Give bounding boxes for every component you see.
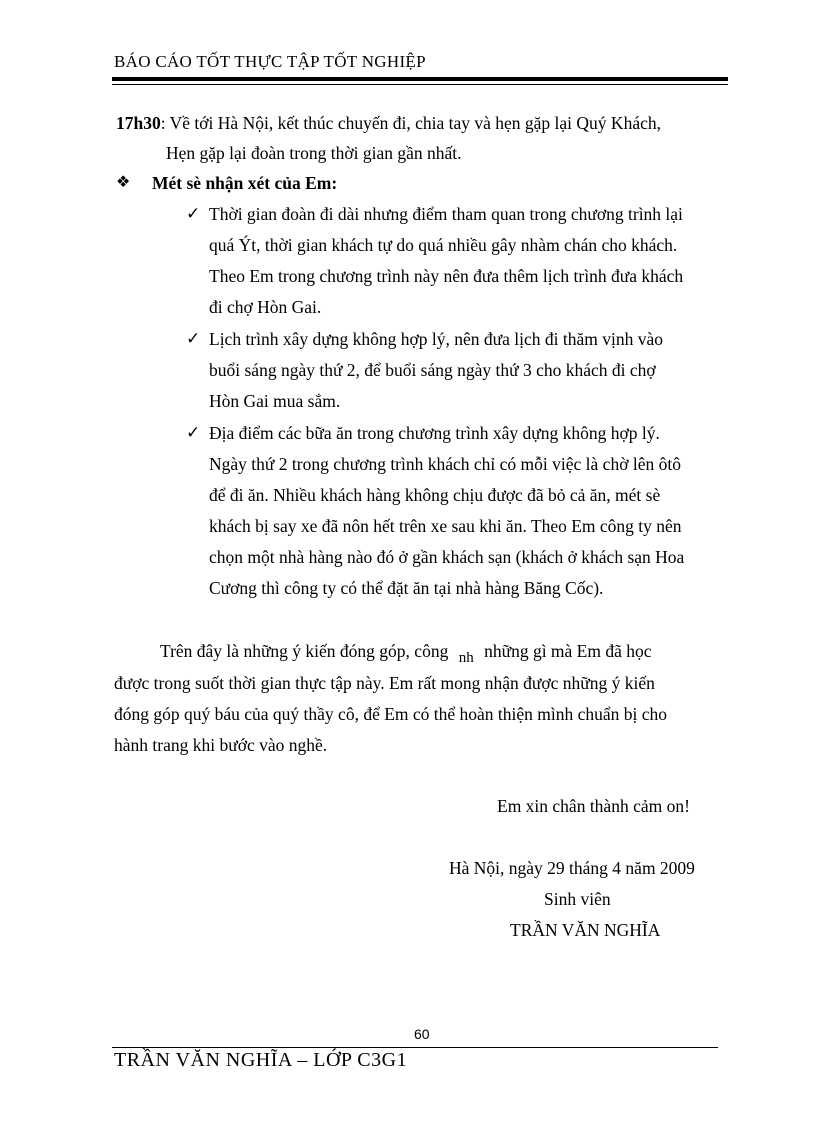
footer-rule: [112, 1047, 718, 1048]
comment-1-line-2: quá Ýt, thời gian khách tự do quá nhiều gây nhàm chán cho khách.: [209, 235, 678, 255]
comment-1-line-1: Thời gian đoàn đi dài nhưng điểm tham quan trong chương trình lại: [209, 204, 683, 224]
intro-text: : Về tới Hà Nội, kết thúc chuyến đi, chia tay và hẹn gặp lại Quý Khách,: [160, 113, 661, 133]
closing-line-2: được trong suốt thời gian thực tập này. Em rất mong nhận được những ý kiến: [114, 673, 655, 693]
intro-time: 17h30: [116, 113, 161, 133]
comment-3-line-1: Địa điểm các bữa ăn trong chương trình xây dựng không hợp lý.: [209, 423, 660, 443]
diamond-bullet-icon: ❖: [116, 172, 131, 191]
comment-3-line-3: để đi ăn. Nhiều khách hàng không chịu được đã bỏ cả ăn, mét sè: [209, 485, 661, 505]
intro-line-1: [116, 112, 661, 134]
checkmark-icon: ✓: [186, 329, 201, 349]
page-header: BÁO CÁO TỐT THỰC TẬP TỐT NGHIỆP: [114, 52, 426, 71]
signature-role: Sinh viên: [544, 889, 611, 909]
thanks-line: Em xin chân thành cảm on!: [497, 796, 690, 816]
comment-1-line-4: đi chợ Hòn Gai.: [209, 297, 322, 317]
comment-2-line-1: Lịch trình xây dựng không hợp lý, nên đưa lịch đi thăm vịnh vào: [209, 329, 663, 349]
comment-3-line-5: chọn một nhà hàng nào đó ở gần khách sạn (khách ở khách sạn Hoa: [209, 547, 685, 567]
page-footer: TRẦN VĂN NGHĨA – LỚP C3G1: [114, 1049, 408, 1071]
header-rule-thick: [112, 77, 728, 81]
comment-3-line-4: khách bị say xe đã nôn hết trên xe sau khi ăn. Theo Em công ty nên: [209, 516, 682, 536]
closing-line-4: hành trang khi bước vào nghề.: [114, 735, 328, 755]
checkmark-icon: ✓: [186, 204, 201, 224]
comment-2-line-2: buổi sáng ngày thứ 2, để buổi sáng ngày thứ 3 cho khách đi chợ: [209, 360, 656, 380]
section-title: Mét sè nhận xét của Em:: [152, 173, 338, 193]
signature-name: TRẦN VĂN NGHĨA: [510, 920, 661, 940]
checkmark-icon: ✓: [186, 423, 201, 443]
closing-line-1b: nh: [458, 650, 474, 666]
header-rule-thin: [112, 84, 728, 85]
comment-3-line-6: Cương thì công ty có thể đặt ăn tại nhà hàng Băng Cốc).: [209, 578, 604, 598]
closing-line-1c: những gì mà Em đã học: [484, 641, 652, 661]
closing-line-1: [160, 640, 652, 664]
signature-place-date: Hà Nội, ngày 29 tháng 4 năm 2009: [449, 858, 695, 878]
closing-line-1a: Trên đây là những ý kiến đóng góp, công: [160, 641, 449, 661]
comment-3-line-2: Ngày thứ 2 trong chương trình khách chỉ có mỗi việc là chờ lên ôtô: [209, 454, 681, 474]
page-number: 60: [414, 1026, 430, 1042]
comment-2-line-3: Hòn Gai mua sắm.: [209, 391, 341, 411]
closing-line-3: đóng góp quý báu của quý thầy cô, để Em có thể hoàn thiện mình chuẩn bị cho: [114, 704, 668, 724]
comment-1-line-3: Theo Em trong chương trình này nên đưa thêm lịch trình đưa khách: [209, 266, 684, 286]
intro-line-2: Hẹn gặp lại đoàn trong thời gian gần nhất.: [166, 143, 462, 163]
